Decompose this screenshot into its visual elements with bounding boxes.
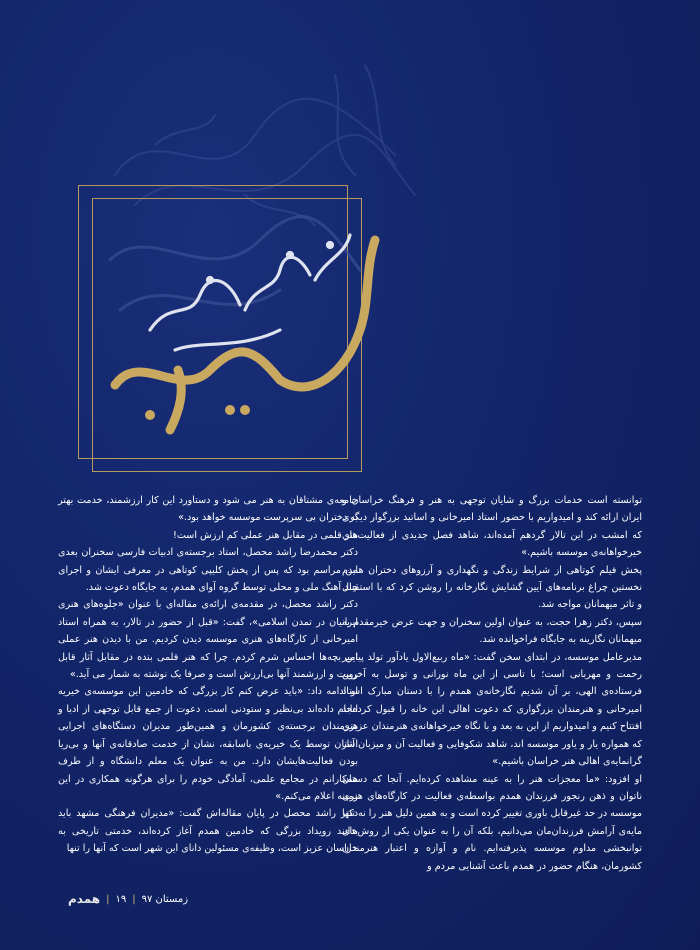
article-column-right [342, 492, 642, 875]
paragraph: او ادامه داد: «باید عرض کنم کار بزرگی که خادمین این موسسه‌ی خیریه انجام داده‌اند بی‌نظیر و ستودنی است. دعوت از جمع قابل توجهی از ادبا و هنرمندان برجسته‌ی کشورمان و همین‌طور مدیران دستگاه‌های اجرایی استان توسط یک خیریه‌ی باسابقه، نشان از خدمت صادقانه‌ی آنها و بی‌ریا بودن فعالیت‌هایشان دارد. من به عنوان یک معلم دانشگاه و از طرف همکارانم در مجامع علمی، آمادگی خودم را برای هرگونه همکاری در این زمینه اعلام می‌کنم.» [58, 686, 358, 802]
footer-separator: | [132, 893, 136, 905]
paragraph: او افزود: «ما معجزات هنر را به عینه مشاهده کرده‌ایم. آنجا که دستان ناتوان و ذهن رنجور فرزندان همدم بواسطه‌ی فعالیت در کارگاه‌های هنری موسسه در حد غیرقابل باوری تغییر کرده است و به همین دلیل هنر را نه تنها مایه‌ی آرامش فرزندان‌مان می‌دانیم، بلکه آن را به عنوان یکی از روش‌های توانبخشی مداوم موسسه پذیرفته‌ایم. نام و آوازه و اعتبار هنرمندان کشورمان، هنگام حضور در همدم باعث آشنایی مردم و [341, 773, 642, 872]
negarineh-logo [80, 200, 380, 450]
paragraph: سپس، دکتر زهرا حجت، به عنوان اولین سخنران و جهت عرض خیرمقدم به میهمانان نگارینه به جایگاه فراخوانده شد. [342, 616, 642, 646]
paragraph: دکتر محمدرضا راشد محصل، استاد برجسته‌ی ادبیات فارسی سخنران بعدی این مراسم بود که پس از پخش کلیپی کوتاهی در معرفی ایشان و اجرای چند آهنگ ملی و محلی توسط گروه آوای همدم، به جایگاه دعوت شد. [58, 547, 358, 594]
article-column-left [58, 492, 358, 858]
paragraph: جامعه‌ی مشتاقان به هنر می شود و دستاورد این کار ارزشمند، خدمت بهتر به دختران بی سرپرست موسسه خواهد بود.» [58, 495, 358, 524]
page-number: ۱۹ [115, 893, 127, 905]
article-body [0, 492, 700, 892]
paragraph: مدیرعامل موسسه، در ابتدای سخن گفت: «ماه ربیع‌الاول یادآور تولد پیامبر رحمت و مهربانی است؛ با تاسی از این ماه نورانی و توسل به آخرین فرستاده‌ی الهی، بر آن شدیم نگارخانه‌ی همدم را با دستان مبارک استاد امیرخانی و هنرمندان بزرگواری که دعوت اهالی این خانه را قبول کرده‌اند افتتاح کنیم و امیدواریم از این به بعد و با نگاه خیرخواهانه‌ی هنرمندان عزیزی که همواره یار و یاور موسسه اند، شاهد شکوفایی و فعالیت آن و میزبان آثار گرانمایه‌ی اهالی هنر خراسان باشیم.» [342, 651, 642, 768]
magazine-brand: همدم [68, 892, 101, 906]
issue-season: زمستان ۹۷ [141, 893, 189, 905]
paragraph: دکتر راشد محصل، در مقدمه‌ی ارائه‌ی مقاله‌ای با عنوان «جلوه‌های هنری ایرانیان در تمدن اسلامی»، گفت: «قبل از حضور در تالار، به همراه استاد امیرخانی از کارگاه‌های هنری موسسه دیدن کردیم. من با دیدن هنر عملی این بچه‌ها احساس شرم کردم. چرا که هنر قلمی بنده در مقابل آثار قابل رویت و ارزشمند آنها بی‌ارزش است و صرفا یک نوشته به شمار می آید.» [58, 599, 358, 681]
footer-separator: | [106, 893, 110, 905]
paragraph: توانسته است خدمات بزرگ و شایان توجهی به هنر و فرهنگ خراسان و ایران ارائه کند و امیدواریم با حضور استاد امیرخانی و اساتید بزرگوار دیگری که امشب در این تالار گردهم آمده‌اند، شاهد فصل جدیدی از فعالیت‌های خیرخواهانه‌ی موسسه باشیم.» [342, 495, 642, 559]
paragraph: پخش فیلم کوتاهی از شرایط زندگی و نگهداری و آرزوهای دختران همدم نخستین چراغ برنامه‌های آیین گشایش نگارخانه را روشن کرد که با استقبال و تاثر میهمانان مواجه شد. [342, 564, 642, 611]
paragraph: دکتر راشد محصل در پایان مقاله‌اش گفت: «مدیران فرهنگی مشهد باید بدانند رویداد بزرگی که خادمین همدم آغاز کرده‌اند، خدمتی تاریخی به خراسان عزیز است، وظیفه‌ی مسئولین دانای این شهر است که آنها را تنها [58, 808, 358, 855]
page-footer [68, 892, 188, 906]
subheading: هنر قلمی در مقابل هنر عملی کم ارزش است! [173, 529, 358, 541]
